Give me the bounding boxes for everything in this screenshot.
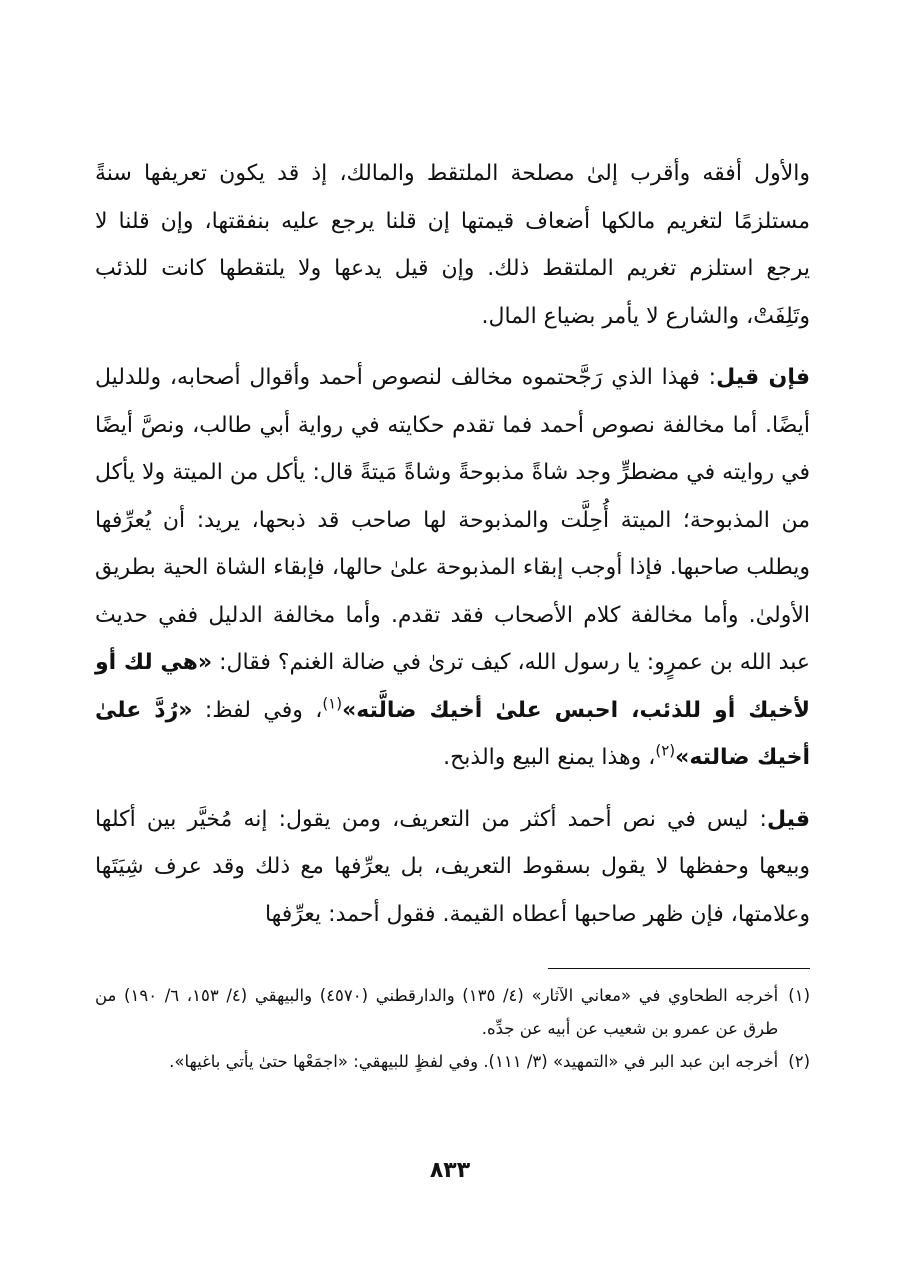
hadith-quote-2: «رُدَّ علىٰ أخيك ضالته»	[95, 697, 810, 770]
footnote-2	[95, 1045, 810, 1078]
footnote-2-text: أخرجه ابن عبد البر في «التمهيد» (٣/ ١١١). وفي لفظٍ للبيهقي: «اجمَعْها حتىٰ يأتي باغيها».	[169, 1052, 779, 1071]
footnote-ref-2[interactable]: (٢)	[655, 741, 676, 760]
paragraph-1	[95, 150, 810, 340]
footnote-1-text: أخرجه الطحاوي في «معاني الآثار» (٤/ ١٣٥) والدارقطني (٤٥٧٠) والبيهقي (٤/ ١٥٣، ٦/ ١٩٠) من طرق عن عمرو بن شعيب عن أبيه عن جدِّه.	[95, 986, 779, 1038]
footnote-divider	[548, 968, 810, 969]
paragraph-2-text: : فهذا الذي رَجَّحتموه مخالف لنصوص أحمد وأقوال أصحابه، وللدليل أيضًا. أما مخالفة نصوص أحمد فما تقدم حكايته في رواية أبي طالب، ونصَّ أيضًا في روايته في مضطرٍّ وجد شاةً مذبوحةً وشاةً مَيتةً قال: يأكل من الميتة ولا يأكل من المذبوحة؛ الميتة أُحِلَّت والمذبوحة لها صاحب قد ذبحها، يريد: أن يُعرِّفها ويطلب صاحبها. فإذا أوجب إبقاء المذبوحة علىٰ حالها، فإبقاء الشاة الحية بطريق الأولىٰ. وأما مخالفة كلام الأصحاب فقد تقدم. وأما مخالفة الدليل ففي حديث عبد الله بن عمرٍو: يا رسول الله، كيف ترىٰ في ضالة الغنم؟ فقال:	[95, 365, 810, 675]
paragraph-2	[95, 354, 810, 782]
paragraph-3-lead: قيل	[766, 806, 810, 832]
hadith-quote-1: «هي لك أو لأخيك أو للذئب، احبس علىٰ أخيك ضالَّته»	[95, 650, 811, 723]
paragraph-1-text: والأول أفقه وأقرب إلىٰ مصلحة الملتقط والمالك، إذ قد يكون تعريفها سنةً مستلزمًا لتغريم مالكها أضعاف قيمتها إن قلنا يرجع عليه بنفقتها، وإن قلنا لا يرجع استلزم تغريم الملتقط ذلك. وإن قيل يدعها ولا يلتقطها كانت للذئب وتَلِفَتْ، والشارع لا يأمر بضياع المال.	[95, 161, 810, 329]
page-number: ٨٣٣	[429, 1158, 471, 1183]
paragraph-2-tail: ، وهذا يمنع البيع والذبح.	[443, 745, 656, 770]
paragraph-3-text: : ليس في نص أحمد أكثر من التعريف، ومن يقول: إنه مُخيَّر بين أكلها وبيعها وحفظها لا يقول بسقوط التعريف، بل يعرِّفها مع ذلك وقد عرف شِيَتَها وعلامتها، فإن ظهر صاحبها أعطاه القيمة. فقول أحمد: يعرِّفها	[95, 806, 810, 927]
footnote-2-number: (٢)	[788, 1052, 810, 1071]
paragraph-2-mid: ، وفي لفظ:	[192, 697, 323, 723]
footnote-1-number: (١)	[788, 986, 810, 1005]
main-text	[95, 150, 810, 938]
paragraph-2-lead: فإن قيل	[716, 365, 811, 390]
footnote-ref-1[interactable]: (١)	[322, 694, 343, 713]
paragraph-3	[95, 796, 810, 939]
footnotes	[95, 979, 810, 1078]
footnote-1	[95, 979, 810, 1045]
